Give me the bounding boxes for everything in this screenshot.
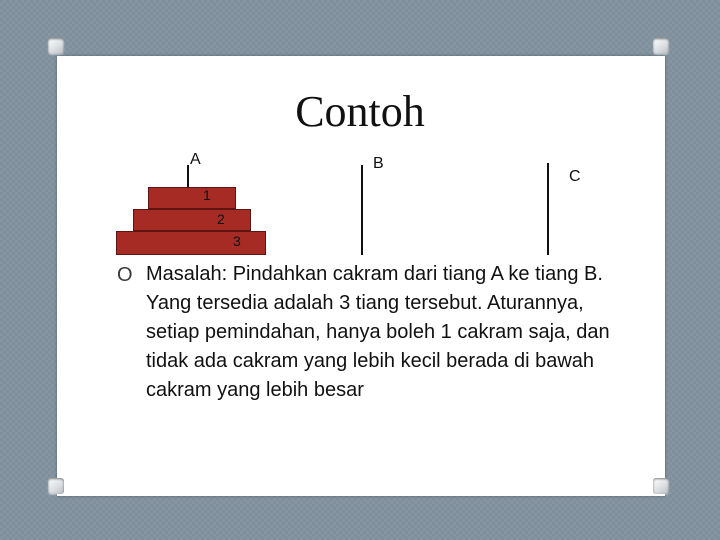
disk-1 xyxy=(148,187,236,209)
disk-number-2: 2 xyxy=(217,211,225,227)
pole-c xyxy=(547,163,549,255)
rivet-top-right xyxy=(653,38,669,54)
peg-label-b: B xyxy=(373,155,384,172)
pole-b xyxy=(361,165,363,255)
rivet-bottom-left xyxy=(48,478,64,494)
slide-title: Contoh xyxy=(295,87,425,136)
disk-number-1: 1 xyxy=(203,187,211,203)
body-text: Masalah: Pindahkan cakram dari tiang A ke tiang B. Yang tersedia adalah 3 tiang tersebut. Aturannya, setiap pemindahan, hanya boleh 1 cakram saja, dan tidak ada cakram yang lebih kecil berada di bawah cakram yang lebih besar xyxy=(146,263,610,401)
bullet-marker: O xyxy=(117,264,133,286)
peg-label-c: C xyxy=(569,168,581,185)
rivet-bottom-right xyxy=(653,478,669,494)
peg-label-a: A xyxy=(190,151,201,168)
rivet-top-left xyxy=(48,38,64,54)
disk-3 xyxy=(116,231,266,255)
pole-a xyxy=(187,165,189,187)
disk-number-3: 3 xyxy=(233,233,241,249)
disk-2 xyxy=(133,209,251,231)
